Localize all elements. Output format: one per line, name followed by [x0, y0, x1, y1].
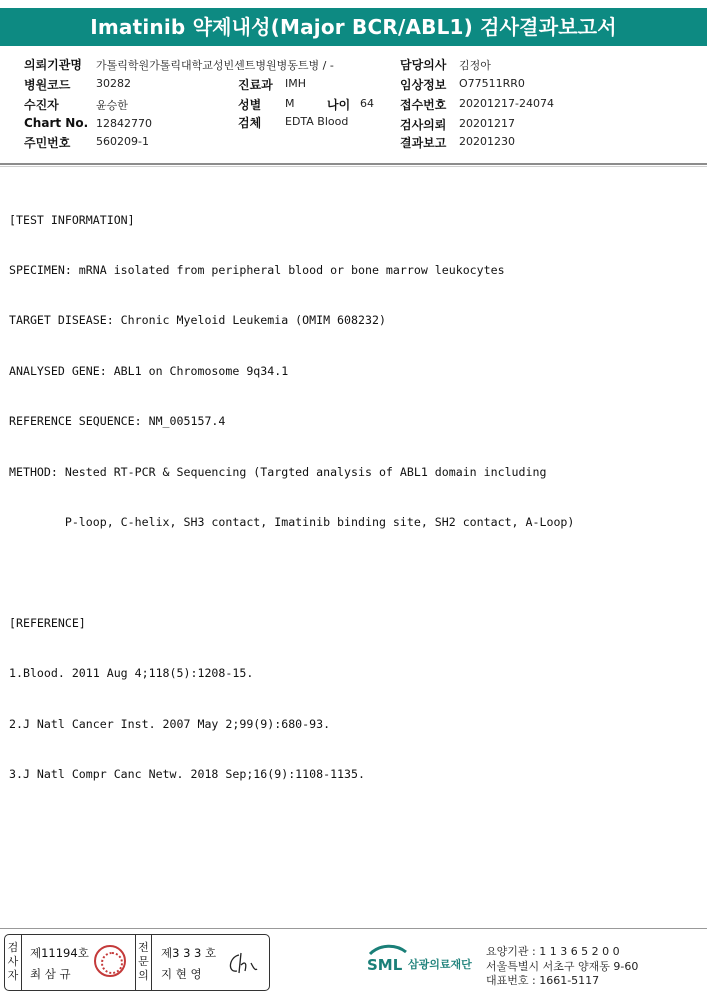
- hospital-code-value: 30282: [96, 77, 131, 90]
- chart-no-label: Chart No.: [24, 116, 89, 130]
- footer-divider: [0, 928, 707, 929]
- body-line: SPECIMEN: mRNA isolated from peripheral blood or bone marrow leukocytes: [9, 262, 505, 277]
- body-line: REFERENCE SEQUENCE: NM_005157.4: [9, 414, 226, 429]
- collector-value: 윤승한: [96, 99, 128, 112]
- request-value: 20201217: [459, 117, 515, 130]
- signature-mark: [223, 949, 261, 979]
- clinical-info-label: 임상정보: [400, 78, 447, 92]
- specialist-name: 지 현 영: [161, 967, 202, 981]
- hospital-code-label: 병원코드: [24, 78, 71, 92]
- official-seal-stamp: [94, 945, 126, 977]
- sex-label: 성별: [238, 98, 262, 112]
- doctor-value: 김정아: [459, 59, 491, 72]
- header-divider: [0, 163, 707, 165]
- tester-label: 검 사 자: [5, 935, 22, 990]
- body-line: 3.J Natl Compr Canc Netw. 2018 Sep;16(9):1108-1135.: [9, 766, 365, 781]
- body-line: P-loop, C-helix, SH3 contact, Imatinib binding site, SH2 contact, A-Loop): [9, 514, 575, 529]
- org-address: 서울특별시 서초구 양재동 9-60: [486, 960, 639, 973]
- specialist-label: 전 문 의: [135, 935, 152, 990]
- resident-no-label: 주민번호: [24, 136, 71, 150]
- doctor-label: 담당의사: [400, 58, 447, 72]
- department-value: IMH: [285, 77, 307, 90]
- specialist-license-no: 제3 3 3 호: [161, 946, 217, 960]
- report-title: Imatinib 약제내성(Major BCR/ABL1) 검사결과보고서: [0, 8, 707, 46]
- sex-value: M: [285, 97, 295, 110]
- department-label: 진료과: [238, 78, 273, 92]
- logo-text: SML: [367, 956, 403, 974]
- resident-no-value: 560209-1: [96, 135, 149, 148]
- report-date-label: 결과보고: [400, 136, 447, 150]
- clinical-info-value: O77511RR0: [459, 77, 525, 90]
- sml-logo-icon: [366, 944, 410, 974]
- request-label: 검사의뢰: [400, 118, 447, 132]
- company-logo: [366, 944, 472, 978]
- body-line: 1.Blood. 2011 Aug 4;118(5):1208-15.: [9, 666, 254, 681]
- org-code: 요양기관 : 1 1 3 6 5 2 0 0: [486, 945, 620, 958]
- tester-name: 최 삼 규: [30, 967, 71, 981]
- body-line: ANALYSED GENE: ABL1 on Chromosome 9q34.1: [9, 363, 289, 378]
- specimen-value: EDTA Blood: [285, 115, 349, 128]
- specimen-label: 검체: [238, 116, 262, 130]
- body-line: METHOD: Nested RT-PCR & Sequencing (Targted analysis of ABL1 domain including: [9, 464, 547, 479]
- body-line: [REFERENCE]: [9, 615, 86, 630]
- tester-license-no: 제11194호: [30, 946, 89, 960]
- receipt-value: 20201217-24074: [459, 97, 554, 110]
- chart-no-value: 12842770: [96, 117, 152, 130]
- report-body: [9, 178, 574, 799]
- body-line: [9, 564, 574, 581]
- body-line: [TEST INFORMATION]: [9, 212, 135, 227]
- body-line: 2.J Natl Cancer Inst. 2007 May 2;99(9):680-93.: [9, 716, 331, 731]
- institution-value: 가톨릭학원가톨릭대학교성빈센트병원병동트병 / -: [96, 59, 334, 72]
- age-value: 64: [360, 97, 374, 110]
- body-line: TARGET DISEASE: Chronic Myeloid Leukemia (OMIM 608232): [9, 313, 386, 328]
- org-phone: 대표번호 : 1661-5117: [486, 974, 600, 987]
- signature-box: [4, 934, 270, 991]
- org-name: 삼광의료재단: [408, 958, 472, 971]
- age-label: 나이: [327, 98, 351, 112]
- receipt-label: 접수번호: [400, 98, 447, 112]
- header-divider-shadow: [0, 166, 707, 167]
- institution-label: 의뢰기관명: [24, 58, 82, 72]
- report-date-value: 20201230: [459, 135, 515, 148]
- collector-label: 수진자: [24, 98, 59, 112]
